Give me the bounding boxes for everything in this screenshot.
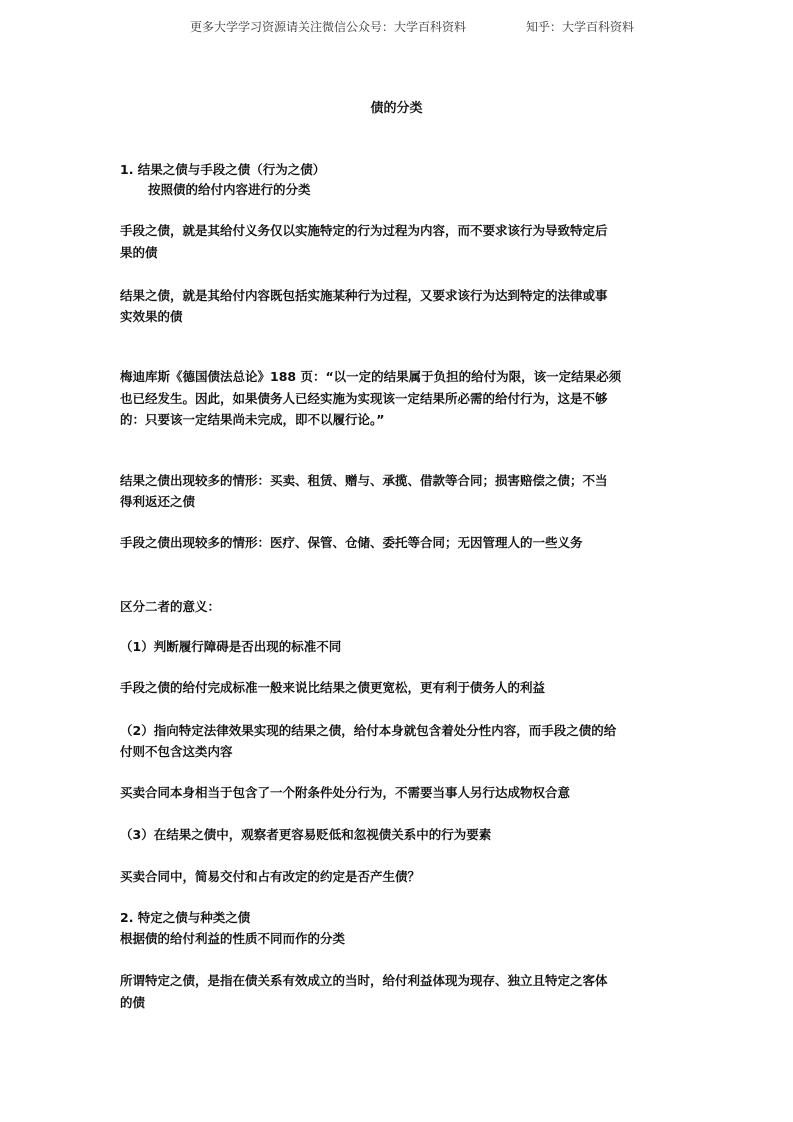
section-heading-2: 2. 特定之债与种类之债 [120,910,251,925]
section-subheading-2: 根据债的给付利益的性质不同而作的分类 [120,931,346,946]
section-heading-1: 1. 结果之债与手段之债（行为之债） [120,162,326,177]
section-subheading-1: 按照债的给付内容进行的分类 [148,182,311,197]
paragraph-line: 手段之债的给付完成标准一般来说比结果之债更宽松，更有利于债务人的利益 [120,680,546,695]
paragraph-line: 买卖合同本身相当于包含了一个附条件处分行为，不需要当事人另行达成物权合意 [120,785,571,800]
paragraph-line: 结果之债出现较多的情形：买卖、租赁、赠与、承揽、借款等合同；损害赔偿之债；不当 [120,473,608,488]
paragraph-line: 实效果的债 [120,309,183,324]
paragraph-line: 手段之债出现较多的情形：医疗、保管、仓储、委托等合同；无因管理人的一些义务 [120,535,583,550]
paragraph-line: （1）判断履行障碍是否出现的标准不同 [120,639,342,654]
paragraph-line: （3）在结果之债中，观察者更容易贬低和忽视债关系中的行为要素 [120,827,492,842]
paragraph-line: 的债 [120,995,146,1010]
paragraph-line: 区分二者的意义： [120,599,221,614]
paragraph-line: 结果之债，就是其给付内容既包括实施某种行为过程，又要求该行为达到特定的法律或事 [120,288,608,303]
paragraph-line: 得利返还之债 [120,494,196,509]
paragraph-line: 所谓特定之债，是指在债关系有效成立的当时，给付利益体现为现存、独立且特定之客体 [120,973,608,988]
quote-line: 也已经发生。因此，如果债务人已经实施为实现该一定结果所必需的给付行为，这是不够 [120,391,608,406]
paragraph-line: 买卖合同中，简易交付和占有改定的约定是否产生债？ [120,869,421,884]
page-header [0,18,793,38]
header-wechat-note: 更多大学学习资源请关注微信公众号：大学百科资料 [190,20,467,34]
paragraph-line: 果的债 [120,245,158,260]
paragraph-line: （2）指向特定法律效果实现的结果之债，给付本身就包含着处分性内容，而手段之债的给 [120,723,617,738]
paragraph-line: 付则不包含这类内容 [120,744,233,759]
document-title: 债的分类 [370,101,423,116]
header-zhihu-note: 知乎：大学百科资料 [526,20,635,34]
quote-line: 的：只要该一定结果尚未完成，即不以履行论。” [120,412,385,427]
paragraph-line: 手段之债，就是其给付义务仅以实施特定的行为过程为内容，而不要求该行为导致特定后 [120,223,608,238]
quote-line: 梅迪库斯《德国债法总论》188 页：“以一定的结果属于负担的给付为限，该一定结果必须 [120,369,622,384]
